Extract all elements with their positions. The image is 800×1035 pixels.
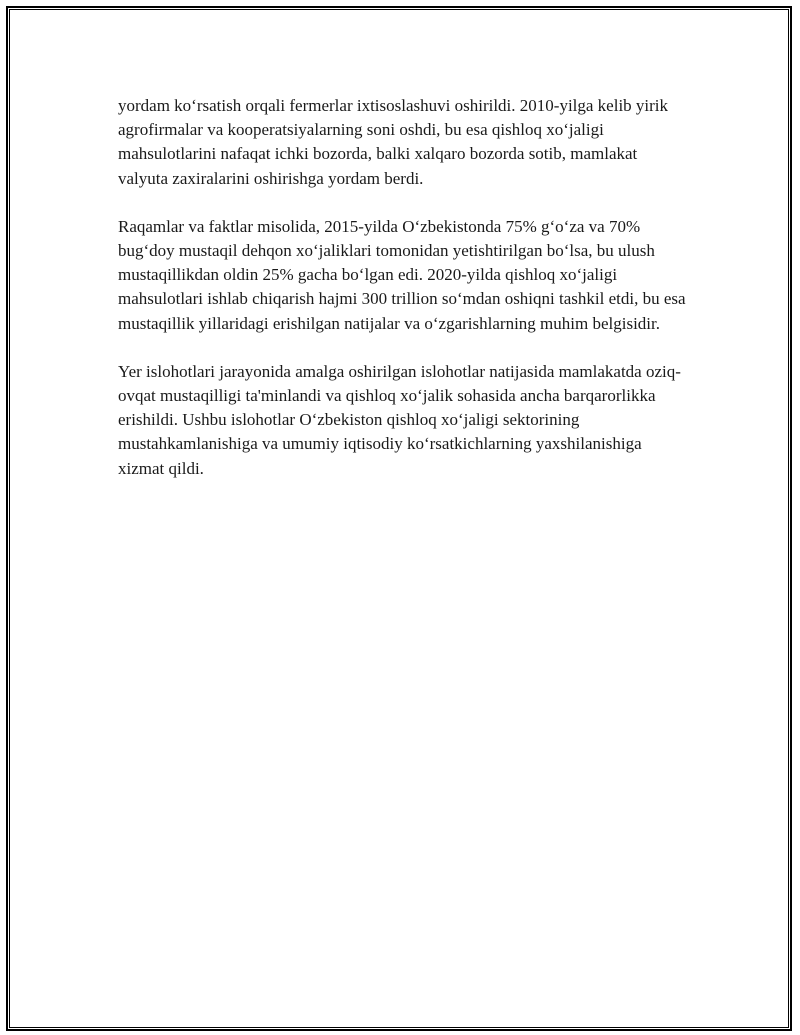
paragraph-3: Yer islohotlari jarayonida amalga oshirilgan islohotlar natijasida mamlakatda oziq-ovqat mustaqilligi ta'minlandi va qishloq xoʻjalik sohasida ancha barqarorlikka erishildi. Ushbu islohotlar Oʻzbekiston qishloq xoʻjaligi sektorining mustahkamlanishiga va umumiy iqtisodiy koʻrsatkichlarning yaxshilanishiga xizmat qildi. — [118, 361, 681, 478]
paragraph-1: yordam koʻrsatish orqali fermerlar ixtisoslashuvi oshirildi. 2010-yilga kelib yirik agrofirmalar va kooperatsiyalarning soni oshdi, bu esa qishloq xoʻjaligi mahsulotlarini nafaqat ichki bozorda, balki xalqaro bozorda sotib, mamlakat valyuta zaxiralarini oshirishga yordam berdi. — [118, 96, 669, 188]
document-body — [118, 94, 688, 505]
paragraph-2: Raqamlar va faktlar misolida, 2015-yilda Oʻzbekistonda 75% gʻoʻza va 70% bugʻdoy mustaqil dehqon xoʻjaliklari tomonidan yetishtirilgan boʻlsa, bu ulush mustaqillikdan oldin 25% gacha boʻlgan edi. 2020-yilda qishloq xoʻjaligi mahsulotlari ishlab chiqarish hajmi 300 trillion soʻmdan oshiqni tashkil etdi, bu esa mustaqillik yillaridagi erishilgan natijalar va oʻzgarishlarning muhim belgisidir. — [118, 216, 686, 333]
